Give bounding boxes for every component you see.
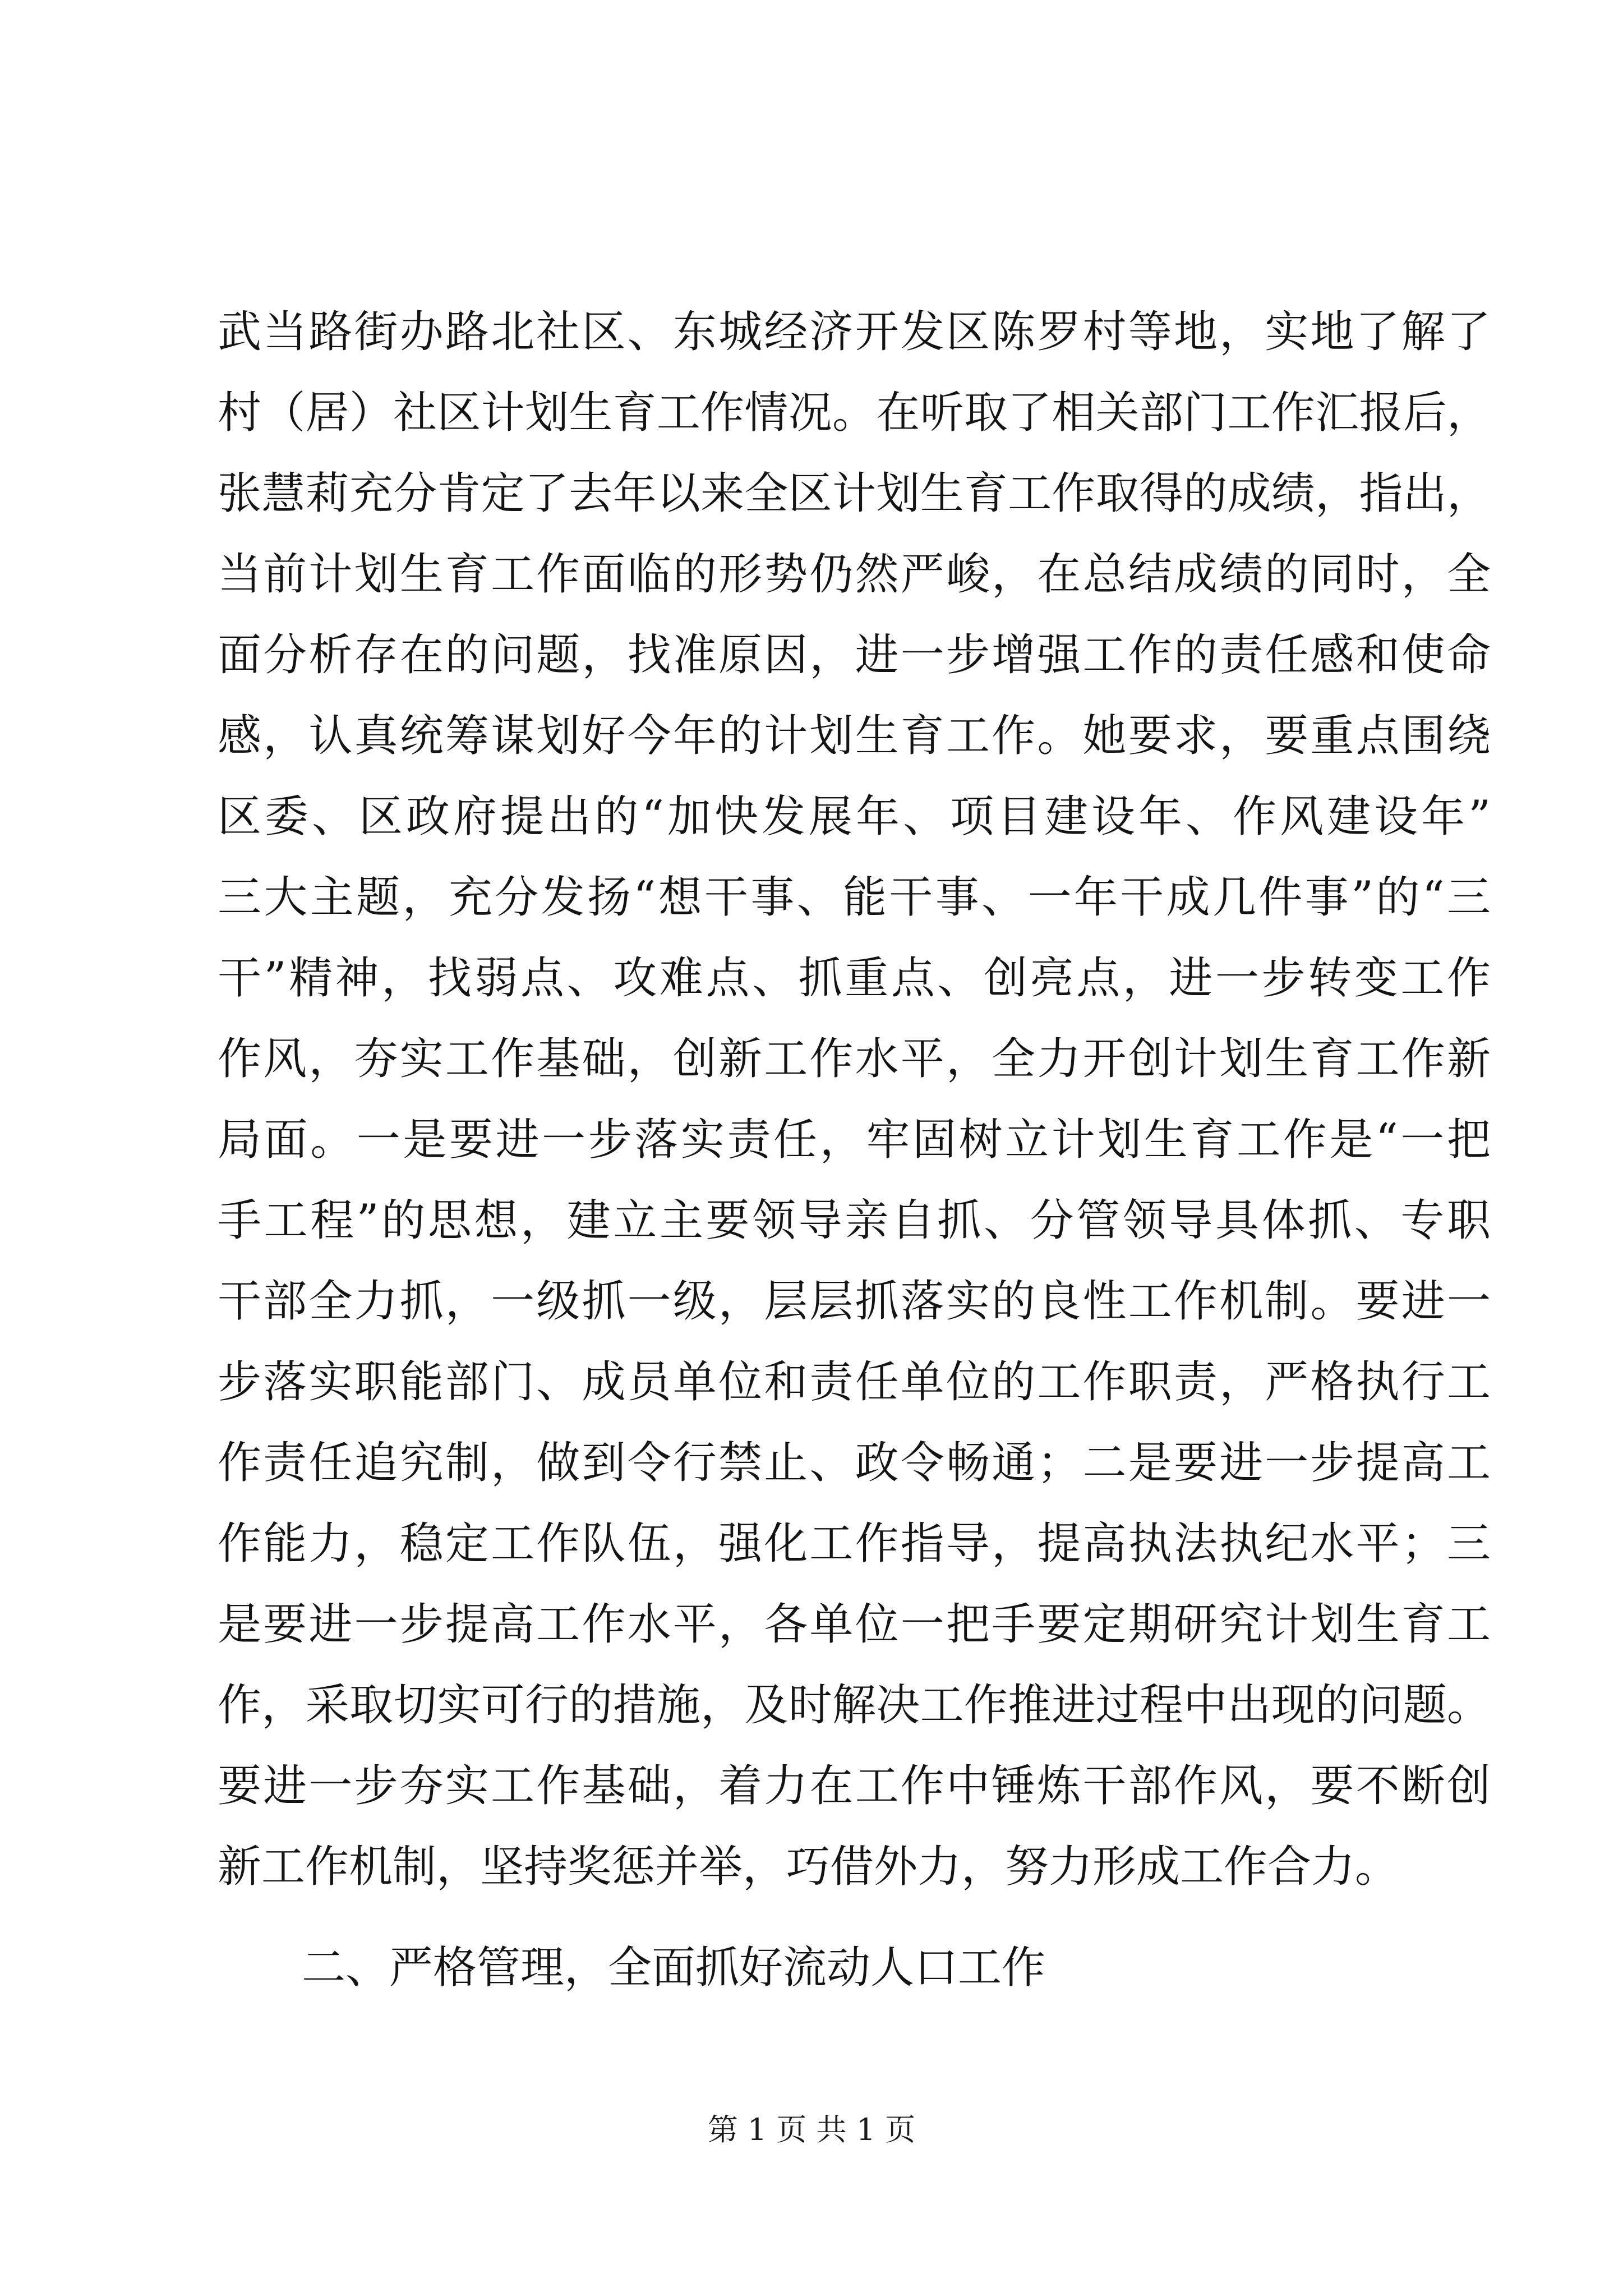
page-footer: 第 1 页 共 1 页 bbox=[707, 2112, 916, 2147]
paragraph-line: 当前计划生育工作面临的形势仍然严峻，在总结成绩的同时，全 bbox=[218, 549, 1491, 600]
paragraph-line: 新工作机制，坚持奖惩并举，巧借外力，努力形成工作合力。 bbox=[218, 1842, 1399, 1892]
paragraph-line: 区委、区政府提出的“加快发展年、项目建设年、作风建设年” bbox=[218, 792, 1491, 842]
paragraph-line: 感，认真统筹谋划好今年的计划生育工作。她要求，要重点围绕 bbox=[218, 711, 1491, 761]
body-paragraph bbox=[218, 292, 1491, 1907]
paragraph-line: 作，采取切实可行的措施，及时解决工作推进过程中出现的问题。 bbox=[218, 1680, 1491, 1731]
paragraph-line: 要进一步夯实工作基础，着力在工作中锤炼干部作风，要不断创 bbox=[218, 1761, 1491, 1811]
paragraph-line: 手工程”的思想，建立主要领导亲自抓、分管领导具体抓、专职 bbox=[218, 1195, 1491, 1246]
paragraph-line: 张慧莉充分肯定了去年以来全区计划生育工作取得的成绩，指出， bbox=[218, 468, 1491, 519]
paragraph-line: 步落实职能部门、成员单位和责任单位的工作职责，严格执行工 bbox=[218, 1357, 1491, 1407]
paragraph-line: 干”精神，找弱点、攻难点、抓重点、创亮点，进一步转变工作 bbox=[218, 953, 1491, 1004]
paragraph-line: 作能力，稳定工作队伍，强化工作指导，提高执法执纪水平；三 bbox=[218, 1519, 1491, 1569]
paragraph-line: 局面。一是要进一步落实责任，牢固树立计划生育工作是“一把 bbox=[218, 1115, 1491, 1165]
paragraph-line: 作风，夯实工作基础，创新工作水平，全力开创计划生育工作新 bbox=[218, 1034, 1491, 1084]
paragraph-line: 干部全力抓，一级抓一级，层层抓落实的良性工作机制。要进一 bbox=[218, 1276, 1491, 1327]
paragraph-line: 是要进一步提高工作水平，各单位一把手要定期研究计划生育工 bbox=[218, 1599, 1491, 1650]
paragraph-line: 武当路街办路北社区、东城经济开发区陈罗村等地，实地了解了 bbox=[218, 307, 1491, 357]
paragraph-line: 村（居）社区计划生育工作情况。在听取了相关部门工作汇报后， bbox=[218, 388, 1491, 438]
paragraph-line: 面分析存在的问题，找准原因，进一步增强工作的责任感和使命 bbox=[218, 630, 1491, 680]
paragraph-line: 作责任追究制，做到令行禁止、政令畅通；二是要进一步提高工 bbox=[218, 1438, 1491, 1488]
section-heading: 二、严格管理，全面抓好流动人口工作 bbox=[302, 1943, 1046, 1993]
paragraph-line: 三大主题，充分发扬“想干事、能干事、一年干成几件事”的“三 bbox=[218, 872, 1491, 923]
